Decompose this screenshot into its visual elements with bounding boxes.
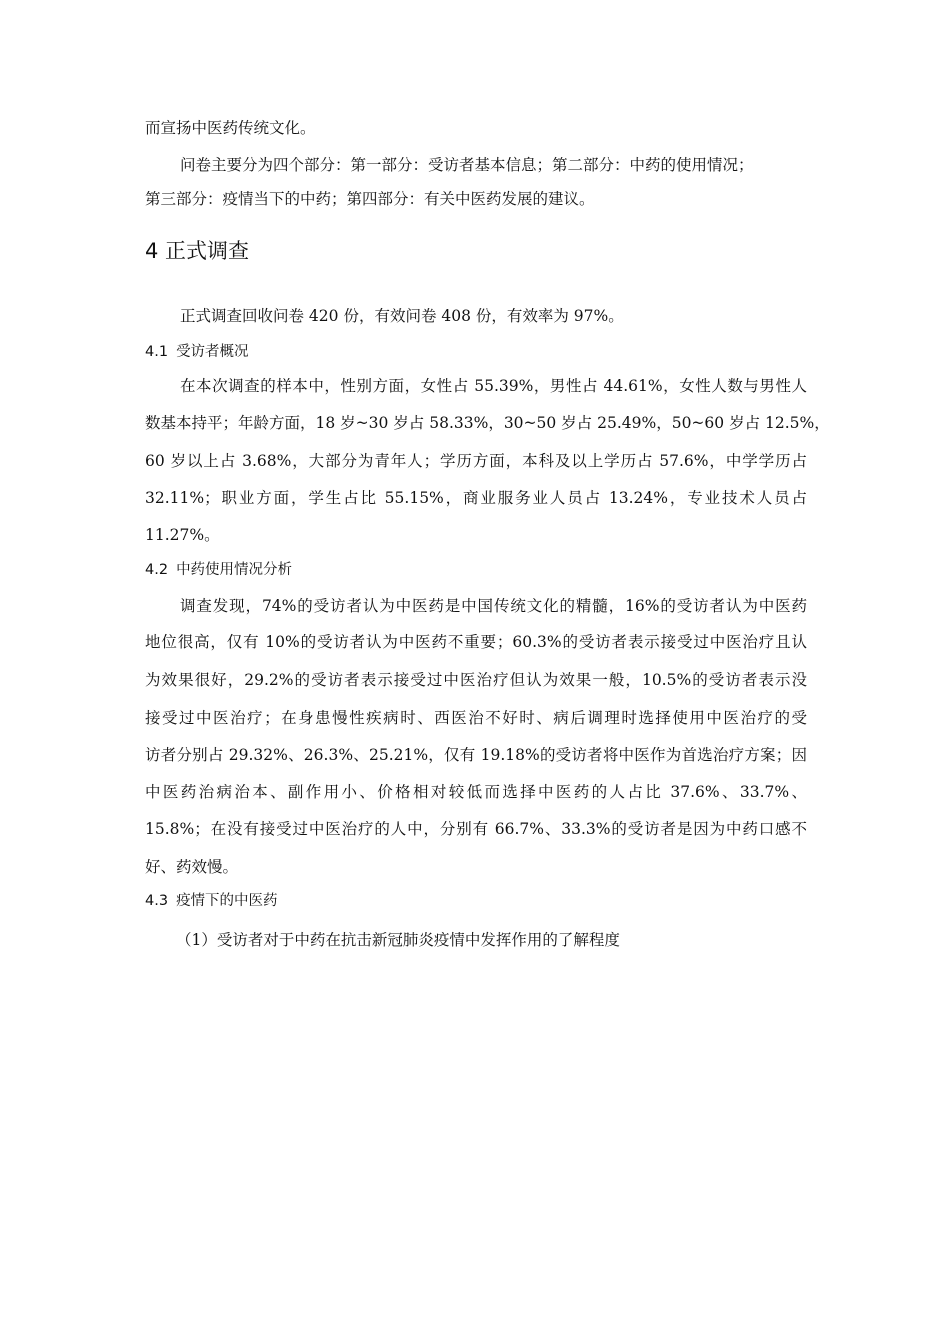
section-heading-4: 4 正式调查 — [145, 239, 250, 263]
subsection-heading-4-1 — [145, 342, 249, 362]
paragraph-line: 为效果很好，29.2%的受访者表示接受过中医治疗但认为效果一般，10.5%的受访者表示没 — [145, 671, 807, 689]
subsection-heading-4-3 — [145, 891, 278, 911]
subsection-title: 疫情下的中医药 — [176, 893, 278, 909]
paragraph-line: 15.8%；在没有接受过中医治疗的人中，分别有 66.7%、33.3%的受访者是因为中药口感不 — [145, 820, 807, 838]
intro-line-3: 第三部分：疫情当下的中药；第四部分：有关中医药发展的建议。 — [145, 190, 595, 208]
paragraph-line: 11.27%。 — [145, 526, 220, 544]
section-4-summary: 正式调查回收问卷 420 份，有效问卷 408 份，有效率为 97%。 — [180, 307, 624, 325]
paragraph-line: 60 岁以上占 3.68%，大部分为青年人；学历方面，本科及以上学历占 57.6%，中学学历占 — [145, 452, 807, 470]
paragraph-line: 32.11%；职业方面，学生占比 55.15%，商业服务业人员占 13.24%，专业技术人员占 — [145, 489, 807, 507]
intro-line-2: 问卷主要分为四个部分：第一部分：受访者基本信息；第二部分：中药的使用情况； — [180, 156, 754, 174]
paragraph-line: 中医药治病治本、副作用小、价格相对较低而选择中医药的人占比 37.6%、33.7%、 — [145, 783, 807, 801]
paragraph-line: 好、药效慢。 — [145, 858, 239, 876]
subsection-number: 4.1 — [145, 344, 169, 360]
paragraph-line: 访者分别占 29.32%、26.3%、25.21%，仅有 19.18%的受访者将中医作为首选治疗方案；因 — [145, 746, 807, 764]
subsection-heading-4-2 — [145, 560, 292, 580]
subsection-number: 4.2 — [145, 562, 169, 578]
subsection-title: 受访者概况 — [176, 344, 249, 360]
paragraph-line: 调查发现，74%的受访者认为中医药是中国传统文化的精髓，16%的受访者认为中医药 — [180, 597, 807, 615]
paragraph-line: 数基本持平；年龄方面，18 岁~30 岁占 58.33%，30~50 岁占 25.49%，50~60 岁占 12.5%， — [145, 414, 830, 432]
list-item: （1）受访者对于中药在抗击新冠肺炎疫情中发挥作用的了解程度 — [176, 931, 620, 949]
intro-line-1: 而宣扬中医药传统文化。 — [145, 119, 316, 137]
subsection-title: 中药使用情况分析 — [176, 562, 293, 578]
paragraph-line: 在本次调查的样本中，性别方面，女性占 55.39%，男性占 44.61%，女性人数与男性人 — [180, 377, 807, 395]
paragraph-line: 接受过中医治疗；在身患慢性疾病时、西医治不好时、病后调理时选择使用中医治疗的受 — [145, 709, 807, 727]
paragraph-line: 地位很高，仅有 10%的受访者认为中医药不重要；60.3%的受访者表示接受过中医治疗且认 — [145, 633, 807, 651]
subsection-number: 4.3 — [145, 893, 169, 909]
